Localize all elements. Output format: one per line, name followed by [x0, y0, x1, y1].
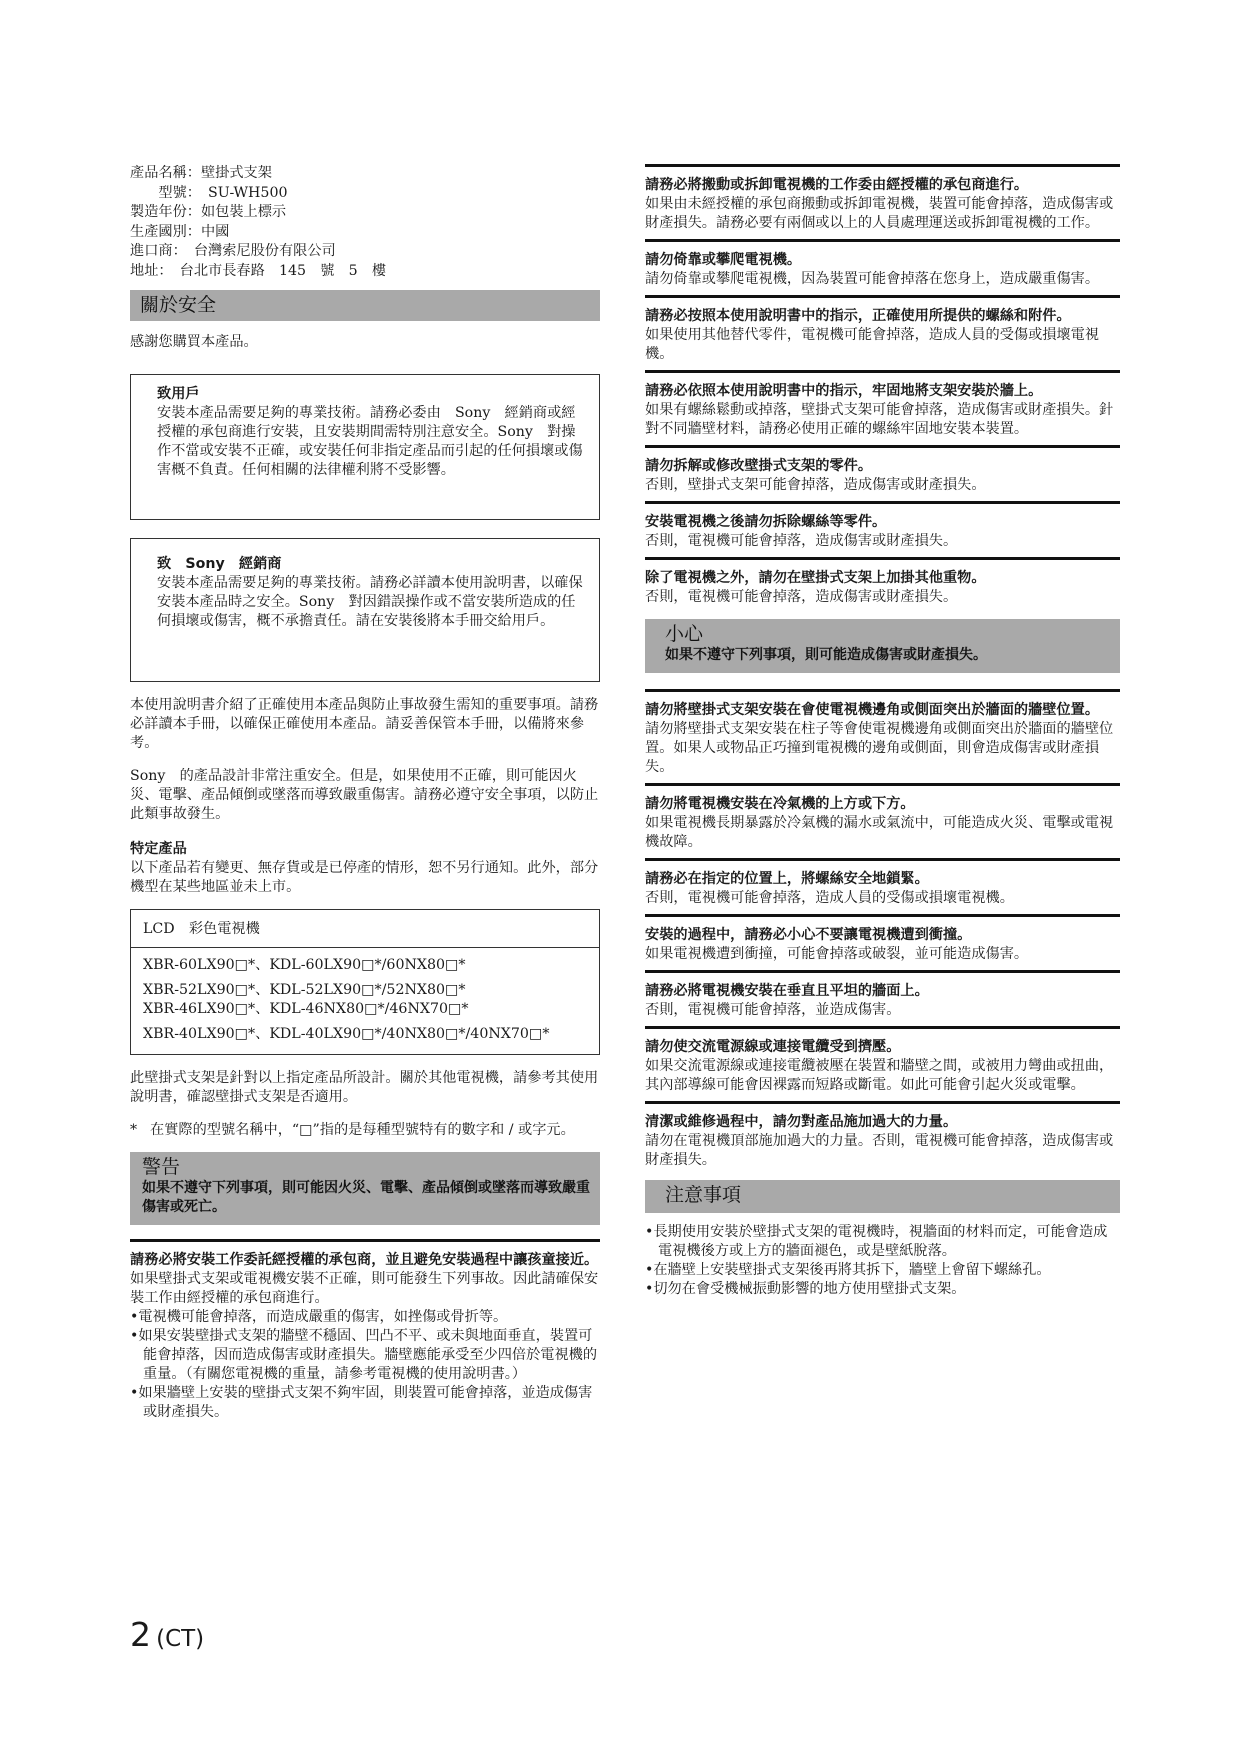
info-line: 型號： SU-WH500 — [130, 184, 288, 201]
info-line: 生產國別：中國 — [130, 223, 230, 240]
warning-section — [645, 295, 1120, 364]
warning-sections — [645, 164, 1120, 607]
section-body: 否則，電視機可能會掉落，造成傷害或財產損失。 — [645, 533, 958, 549]
warning-section — [645, 164, 1120, 233]
section-heading: 請務必將搬動或拆卸電視機的工作委由經授權的承包商進行。 — [645, 177, 1029, 193]
warning-section — [645, 370, 1120, 439]
specified-heading: 特定產品 — [130, 841, 187, 857]
section-heading: 請務必在指定的位置上，將螺絲安全地鎖緊。 — [645, 871, 929, 887]
caution-title: 小心 — [665, 623, 704, 645]
footnote-text: 在實際的型號名稱中，“□”指的是每種型號特有的數字和 / 或字元。 — [150, 1122, 575, 1138]
warning-bullet: •如果牆壁上安裝的壁掛式支架不夠牢固，則裝置可能會掉落，並造成傷害或財產損失。 — [130, 1385, 593, 1420]
customer-notice-box — [130, 374, 600, 520]
section-body: 如果交流電源線或連接電纜被壓在裝置和牆壁之間，或被用力彎曲或扭曲，其內部導線可能會因裸露而短路或斷電。如此可能會引起火災或電擊。 — [645, 1058, 1114, 1093]
right-column — [645, 164, 1120, 1299]
notes-bullet: •切勿在會受機械振動影響的地方使用壁掛式支架。 — [645, 1281, 966, 1297]
model-list — [131, 948, 599, 1054]
page-language-code: (CT) — [156, 1626, 205, 1652]
sony-safety-text: Sony 的產品設計非常注重安全。但是，如果使用不正確，則可能因火災、電擊、產品傾倒或墜落而導致嚴重傷害。請務必遵守安全事項，以防止此類事故發生。 — [130, 768, 599, 822]
notes-bullet: •在牆壁上安裝壁掛式支架後再將其拆下，牆壁上會留下螺絲孔。 — [645, 1262, 1051, 1278]
warning-section — [645, 557, 1120, 607]
caution-section — [645, 783, 1120, 852]
caution-section — [645, 858, 1120, 908]
left-column — [130, 164, 600, 1422]
section-heading: 安裝電視機之後請勿拆除螺絲等零件。 — [645, 514, 887, 530]
section-body: 否則，電視機可能會掉落，造成人員的受傷或損壞電視機。 — [645, 890, 1014, 906]
dealer-notice-heading: 致 Sony 經銷商 — [157, 556, 282, 572]
caution-sections — [645, 689, 1120, 1170]
section-heading: 請勿使交流電源線或連接電纜受到擠壓。 — [645, 1039, 901, 1055]
section-heading: 安裝的過程中，請務必小心不要讓電視機遭到衝撞。 — [645, 927, 972, 943]
notes-list — [645, 1223, 1120, 1299]
section-heading: 除了電視機之外，請勿在壁掛式支架上加掛其他重物。 — [645, 570, 986, 586]
warning-bullet: •如果安裝壁掛式支架的牆壁不穩固、凹凸不平、或未與地面垂直，裝置可能會掉落，因而造成傷害或財產損失。牆壁應能承受至少四倍於電視機的重量。（有關您電視機的重量，請參考電視機的使用說明書。） — [130, 1328, 598, 1382]
section-heading: 請務必依照本使用說明書中的指示，牢固地將支架安裝於牆上。 — [645, 383, 1043, 399]
page-number-digit: 2 — [130, 1615, 151, 1654]
section-body: 如果電視機長期暴露於冷氣機的漏水或氣流中，可能造成火災、電擊或電視機故障。 — [645, 815, 1114, 850]
model-table-header-text: LCD 彩色電視機 — [143, 921, 260, 937]
info-line: 製造年份：如包裝上標示 — [130, 204, 287, 220]
section-body: 請勿將壁掛式支架安裝在柱子等會使電視機邊角或側面突出於牆面的牆壁位置。如果人或物品正巧撞到電視機的邊角或側面，則會造成傷害或財產損失。 — [645, 721, 1114, 775]
dealer-notice-body: 安裝本產品需要足夠的專業技術。請務必詳讀本使用說明書，以確保安裝本產品時之安全。Sony 對因錯誤操作或不當安裝所造成的任何損壞或傷害，概不承擔責任。請在安裝後將本手冊交給用戶。 — [157, 575, 583, 629]
safety-banner — [130, 290, 600, 321]
warning-title: 警告 — [142, 1156, 181, 1178]
info-line: 地址： 台北市長春路 145 號 5 樓 — [130, 262, 387, 279]
caution-section — [645, 689, 1120, 777]
section-heading: 請勿將電視機安裝在冷氣機的上方或下方。 — [645, 796, 915, 812]
caution-section — [645, 1026, 1120, 1095]
thanks-text: 感謝您購買本產品。 — [130, 334, 258, 350]
warning-section — [645, 501, 1120, 551]
section-body: 如果使用其他替代零件，電視機可能會掉落，造成人員的受傷或損壞電視機。 — [645, 327, 1100, 362]
section-body: 如果有螺絲鬆動或掉落，壁掛式支架可能會掉落，造成傷害或財產損失。針對不同牆壁材料，請務必使用正確的螺絲牢固地安裝本裝置。 — [645, 402, 1114, 437]
section-body: 如果電視機遭到衝撞，可能會掉落或破裂，並可能造成傷害。 — [645, 946, 1029, 962]
footnote-mark: * — [130, 1122, 138, 1138]
warning-section — [645, 239, 1120, 289]
section-heading: 請勿將壁掛式支架安裝在會使電視機邊角或側面突出於牆面的牆壁位置。 — [645, 702, 1100, 718]
model-row: XBR-60LX90□*、KDL-60LX90□*/60NX80□* — [143, 957, 466, 973]
section-body: 請勿倚靠或攀爬電視機，因為裝置可能會掉落在您身上，造成嚴重傷害。 — [645, 271, 1100, 287]
caution-section — [645, 970, 1120, 1020]
footnote — [130, 1121, 600, 1140]
notes-bullet: •長期使用安裝於壁掛式支架的電視機時，視牆面的材料而定，可能會造成電視機後方或上方的牆面褪色，或是壁紙脫落。 — [645, 1224, 1108, 1259]
warning-installation-body: 如果壁掛式支架或電視機安裝不正確，則可能發生下列事故。因此請確保安裝工作由經授權的承包商進行。 — [130, 1271, 599, 1306]
warning-subtitle: 如果不遵守下列事項，則可能因火災、電擊、產品傾倒或墜落而導致嚴重傷害或死亡。 — [142, 1180, 590, 1215]
warning-banner — [130, 1152, 600, 1225]
model-row: XBR-52LX90□*、KDL-52LX90□*/52NX80□* — [143, 982, 466, 998]
caution-section — [645, 914, 1120, 964]
model-table — [130, 909, 600, 1055]
specified-body: 以下產品若有變更、無存貨或是已停產的情形，恕不另行通知。此外，部分機型在某些地區並未上市。 — [130, 860, 599, 895]
warning-bullet: •電視機可能會掉落，而造成嚴重的傷害，如挫傷或骨折等。 — [130, 1309, 508, 1325]
section-heading: 請務必將電視機安裝在垂直且平坦的牆面上。 — [645, 983, 929, 999]
caution-subtitle: 如果不遵守下列事項，則可能造成傷害或財產損失。 — [665, 647, 987, 663]
caution-section — [645, 1101, 1120, 1170]
info-line: 進口商： 台灣索尼股份有限公司 — [130, 243, 336, 259]
safety-title: 關於安全 — [140, 294, 217, 316]
customer-notice-body: 安裝本產品需要足夠的專業技術。請務必委由 Sony 經銷商或經授權的承包商進行安裝，且安裝期間需特別注意安全。Sony 對操作不當或安裝不正確，或安裝任何非指定產品而引起的任何損壞或傷害概不負責。任何相關的法律權利將不受影響。 — [157, 405, 583, 478]
section-body: 請勿在電視機頂部施加過大的力量。否則，電視機可能會掉落，造成傷害或財產損失。 — [645, 1133, 1114, 1168]
model-row: XBR-40LX90□*、KDL-40LX90□*/40NX80□*/40NX70□* — [143, 1026, 550, 1042]
model-row: XBR-46LX90□*、KDL-46NX80□*/46NX70□* — [143, 1001, 469, 1017]
section-heading: 請務必按照本使用說明書中的指示，正確使用所提供的螺絲和附件。 — [645, 308, 1071, 324]
warning-installation-heading: 請務必將安裝工作委託經授權的承包商，並且避免安裝過程中讓孩童接近。 — [130, 1252, 599, 1268]
dealer-notice-box — [130, 538, 600, 682]
section-body: 否則，電視機可能會掉落，造成傷害或財產損失。 — [645, 589, 958, 605]
caution-banner — [645, 619, 1120, 673]
product-info — [130, 164, 600, 281]
section-heading: 請勿倚靠或攀爬電視機。 — [645, 252, 802, 268]
warning-section — [645, 445, 1120, 495]
notes-banner — [645, 1180, 1120, 1213]
model-table-header — [131, 910, 599, 948]
customer-notice-heading: 致用戶 — [157, 386, 200, 402]
section-body: 否則，電視機可能會掉落，並造成傷害。 — [645, 1002, 901, 1018]
info-line: 產品名稱：壁掛式支架 — [130, 165, 272, 181]
section-body: 如果由未經授權的承包商搬動或拆卸電視機，裝置可能會掉落，造成傷害或財產損失。請務必要有兩個或以上的人員處理運送或拆卸電視機的工作。 — [645, 196, 1114, 231]
manual-intro-text: 本使用說明書介紹了正確使用本產品與防止事故發生需知的重要事項。請務必詳讀本手冊，以確保正確使用本產品。請妥善保管本手冊，以備將來參考。 — [130, 697, 599, 751]
section-body: 否則，壁掛式支架可能會掉落，造成傷害或財產損失。 — [645, 477, 986, 493]
section-heading: 請勿拆解或修改壁掛式支架的零件。 — [645, 458, 873, 474]
warning-installation-section — [130, 1239, 600, 1422]
page-number — [130, 1615, 204, 1654]
compatibility-note: 此壁掛式支架是針對以上指定產品所設計。關於其他電視機，請參考其使用說明書，確認壁掛式支架是否適用。 — [130, 1070, 599, 1105]
section-heading: 清潔或維修過程中，請勿對產品施加過大的力量。 — [645, 1114, 958, 1130]
notes-title: 注意事項 — [665, 1184, 742, 1206]
